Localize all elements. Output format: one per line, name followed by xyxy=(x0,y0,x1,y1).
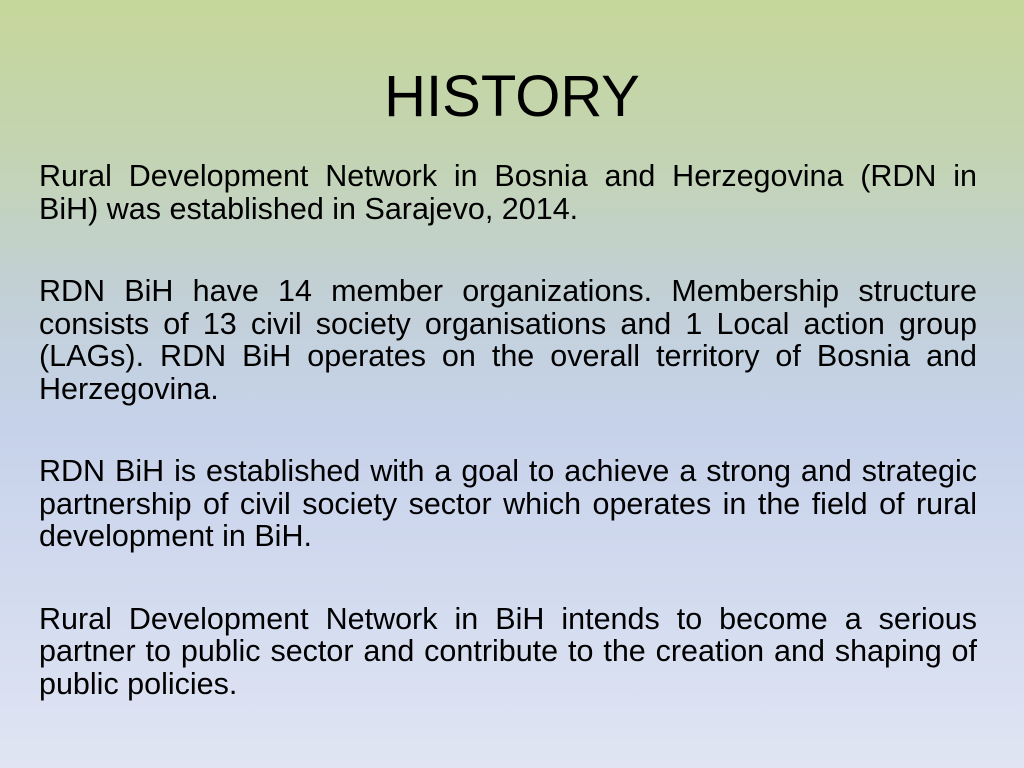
slide-body xyxy=(39,160,977,700)
paragraph-establishment: Rural Development Network in Bosnia and Herzegovina (RDN in BiH) was established in Sarajevo, 2014. xyxy=(39,159,977,226)
paragraph-intention: Rural Development Network in BiH intends to become a serious partner to public sector and contribute to the creation and shaping of public policies. xyxy=(39,601,977,701)
slide-title: HISTORY xyxy=(384,64,640,129)
paragraph-membership: RDN BiH have 14 member organizations. Membership structure consists of 13 civil society organisations and 1 Local action group (LAGs). RDN BiH operates on the overall territory of Bosnia and Herzegovina. xyxy=(39,274,977,406)
paragraph-goal: RDN BiH is established with a goal to achieve a strong and strategic partnership of civil society sector which operates in the field of rural development in BiH. xyxy=(39,454,977,553)
